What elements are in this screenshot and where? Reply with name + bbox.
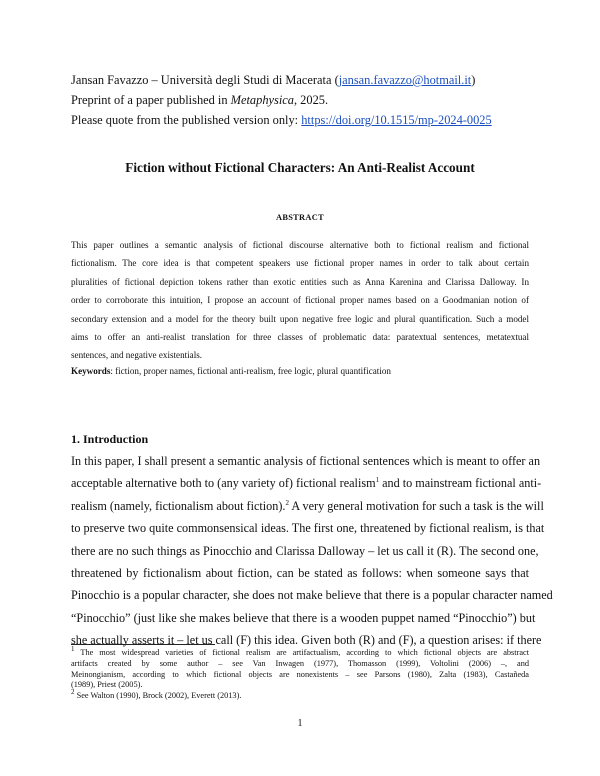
body-text: A very general motivation for such a task is the will [288,498,544,513]
footnotes [71,645,529,702]
body-line: threatened by fictionalism about fiction, can be stated as follows: when someone says that [71,566,529,581]
footnote-mark-2: 2 [71,688,75,697]
author-suffix: ) [471,73,476,87]
section-heading: 1. Introduction [71,432,149,446]
section-body [71,450,553,652]
footnote-text: The most widespread varieties of fictional realism are artifactualism, according to which fictional objects are abstract [74,648,529,657]
body-line [71,495,544,517]
preprint-line [71,90,541,110]
doi-link[interactable]: https://doi.org/10.1515/mp-2024-0025 [301,113,492,127]
footnote-ref-1[interactable]: 1 [375,476,380,485]
email-link[interactable]: jansan.favazzo@hotmail.it [338,73,472,87]
body-line: Pinocchio is a popular character, she does not make believe that there is a popular character named [71,588,553,603]
abstract-line: This paper outlines a semantic analysis of fictional discourse alternative both to fictional realism and fictional [71,240,529,250]
footnote-1-line: (1989), Priest (2005). [71,680,143,690]
footnote-1-line: Meinongianism, according to which fictional objects are nonexistents – see Parsons (1980), Zalta (1983), Castañeda [71,669,529,679]
preprint-text: Preprint of a paper published in [71,93,231,107]
preprint-suffix: , 2025. [293,93,329,107]
abstract-heading: ABSTRACT [275,213,324,222]
abstract-line: sentences, and negative existentials. [71,350,203,361]
keywords-label: Keywords [71,366,111,376]
journal-name: Metaphysica [230,93,294,107]
body-line: there are no such things as Pinocchio and Clarissa Dalloway – let us call it (R). The second one, [71,543,539,558]
abstract-line: fictionalism. The core idea is that competent speakers use fictional proper names in order to talk about certain [71,258,529,269]
body-line: to preserve two quite commonsensical ideas. The first one, threatened by fictional realism, is that [71,521,545,536]
abstract-line: order to corroborate this intuition, I propose an account of fictional proper names based on a Goodmanian notion of [71,295,529,306]
paper-title: Fiction without Fictional Characters: An Anti-Realist Account [125,160,475,175]
body-line: she actually asserts it – let us call (F) this idea. Given both (R) and (F), a question arises: if there [71,633,542,648]
body-line [71,472,542,494]
footnote-divider [71,644,215,645]
keywords-text: : fiction, proper names, fictional anti-realism, free logic, plural quantification [110,366,391,376]
author-line [71,70,541,90]
body-line: “Pinocchio” (just like she makes believe that there is a wooden puppet named “Pinocchio”) but [71,610,536,625]
footnote-2-line [71,688,529,702]
abstract-line: aims to offer an anti-realist translation for three classes of problematic data: paratextual sentences, metatextual [71,332,529,343]
quote-text: Please quote from the published version only: [71,113,302,127]
footnote-ref-2[interactable]: 2 [285,498,289,507]
body-text: acceptable alternative both to (any variety of) fictional realism [71,476,376,491]
quote-line [71,110,541,130]
body-line: In this paper, I shall present a semantic analysis of fictional sentences which is meant to offer an [71,454,541,468]
body-text: realism (namely, fictionalism about fiction). [71,498,286,513]
header-block [71,70,541,130]
abstract-line: pluralities of fictional depiction tokens rather than exotic entities such as Anna Karenina and Clarissa Dalloway. In [71,276,529,287]
footnote-1-line: artifacts created by some author – see Van Inwagen (1977), Thomasson (1999), Voltolini (2006) –, and [71,658,529,668]
abstract-line: secondary extension and a model for the theory built upon negative free logic and plural quantification. Such a model [71,313,529,324]
footnote-mark-1: 1 [71,645,75,654]
footnote-1-line [71,645,529,659]
footnote-text: See Walton (1990), Brock (2002), Everett (2013). [74,691,242,701]
abstract-body [71,236,529,365]
page-number: 1 [297,718,303,729]
keywords-line [71,366,529,376]
body-text: and to mainstream fictional anti- [379,476,542,491]
author-text: Jansan Favazzo – Università degli Studi di Macerata ( [71,73,339,87]
